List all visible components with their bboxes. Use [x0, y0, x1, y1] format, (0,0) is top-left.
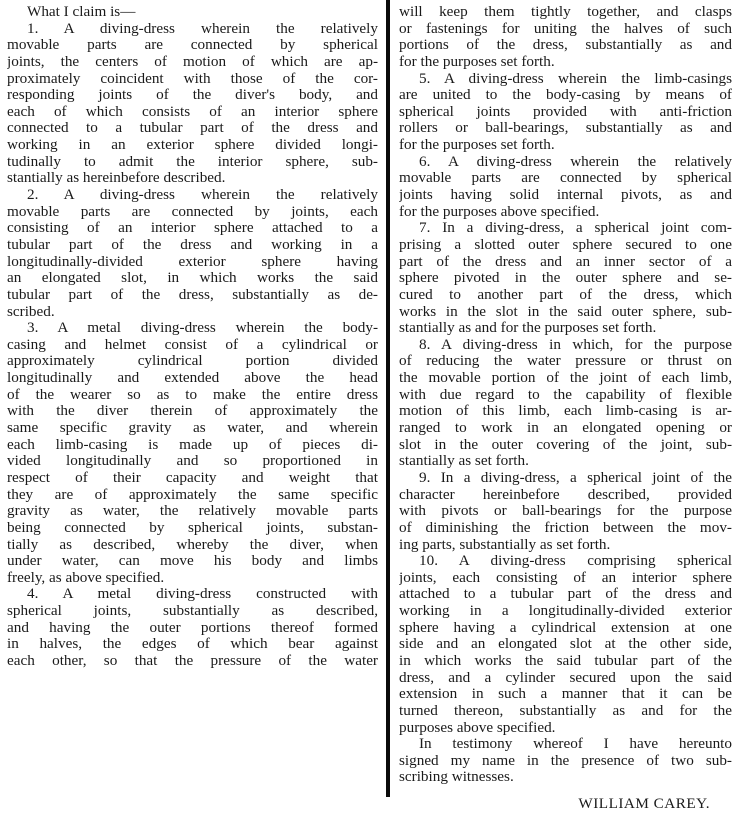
text-line: in halves, the edges of which bear against — [7, 636, 378, 653]
text-line: spherical joints, substantially as described, — [7, 603, 378, 620]
text-line: tubular part of the dress, substantially as de- — [7, 286, 378, 303]
text-line: will keep them tightly together, and clasps — [399, 4, 732, 20]
text-line: motion of this limb, each limb-casing is ar- — [399, 403, 732, 420]
text-line: stantially as hereinbefore described. — [7, 170, 226, 187]
paragraph-start-line: 2. A diving-dress wherein the relatively — [27, 187, 378, 204]
paragraph-start-line: 5. A diving-dress wherein the limb-casings — [419, 70, 732, 87]
text-line: responding joints of the diver's body, and — [7, 87, 378, 104]
text-line: the movable portion of the joint of each limb, — [399, 370, 732, 387]
text-line: connected to a tubular part of the dress and — [7, 120, 378, 137]
column-divider — [386, 0, 390, 797]
text-line: tubular part of the dress and working in a — [7, 236, 378, 253]
signature: WILLIAM CAREY. — [578, 795, 710, 813]
text-line: character hereinbefore described, provided — [399, 486, 732, 503]
text-line: each limb-casing is made up of pieces di- — [7, 436, 378, 453]
text-line: rollers or ball-bearings, substantially as and — [399, 120, 732, 137]
paragraph-start-line: 6. A diving-dress wherein the relatively — [419, 153, 732, 170]
text-line: and having the outer portions thereof formed — [7, 619, 378, 636]
text-line: or fastenings for uniting the halves of such — [399, 20, 732, 37]
text-line: working in a longitudinally-divided exterior — [399, 603, 732, 620]
text-line: tudinally to admit the interior sphere, sub- — [7, 153, 378, 170]
paragraph-start-line: 8. A diving-dress in which, for the purpose — [419, 336, 732, 353]
text-line: with pivots or ball-bearings for the purpose — [399, 503, 732, 520]
text-line: each other, so that the pressure of the water — [7, 652, 378, 669]
right-column-text — [399, 4, 732, 786]
text-line: part of the dress and an inner sector of a — [399, 253, 732, 270]
text-line: signed my name in the presence of two sub- — [399, 752, 732, 769]
text-line: with due regard to the capability of flexible — [399, 386, 732, 403]
text-line: scribed. — [7, 303, 55, 320]
text-line: respect of their capacity and weight that — [7, 469, 378, 486]
text-line: consisting of an interior sphere attached to a — [7, 220, 378, 237]
text-line: being connected by spherical joints, substan- — [7, 519, 378, 536]
text-line: for the purposes above specified. — [399, 203, 600, 220]
paragraph-start-line: 4. A metal diving-dress constructed with — [27, 586, 378, 603]
text-line: turned thereon, substantially as and for the — [399, 702, 732, 719]
text-line: of reducing the water pressure or thrust on — [399, 353, 732, 370]
text-line: movable parts are connected by joints, each — [7, 203, 378, 220]
text-line: sphere having a cylindrical extension at one — [399, 619, 732, 636]
text-line: scribing witnesses. — [399, 769, 514, 786]
text-line: dress, and a cylinder secured upon the said — [399, 669, 732, 686]
left-column-text — [7, 21, 378, 670]
text-line: proximately coincident with those of the cor- — [7, 70, 378, 87]
text-line: of diminishing the friction between the mov- — [399, 519, 732, 536]
text-line: attached to a tubular part of the dress and — [399, 586, 732, 603]
text-line: an elongated slot, in which works the said — [7, 270, 378, 287]
text-line: movable parts are connected by spherical — [399, 170, 732, 187]
text-line: for the purposes set forth. — [399, 53, 555, 70]
text-line: purposes above specified. — [399, 719, 556, 736]
text-line: stantially as set forth. — [399, 453, 529, 470]
text-line: joints having solid internal pivots, as and — [399, 187, 732, 204]
text-line: prising a slotted outer sphere secured to one — [399, 236, 732, 253]
text-line: ing parts, substantially as set forth. — [399, 536, 611, 553]
right-column — [399, 4, 732, 813]
paragraph-start-line: 3. A metal diving-dress wherein the body- — [27, 320, 378, 337]
text-line: tially as described, whereby the diver, when — [7, 536, 378, 553]
text-line: vided longitudinally and so proportioned in — [7, 453, 378, 470]
text-line: spherical joints provided with anti-friction — [399, 103, 732, 120]
text-line: gravity as water, the relatively movable parts — [7, 503, 378, 520]
text-line: longitudinally-divided exterior sphere having — [7, 253, 378, 270]
text-line: with the diver therein of approximately the — [7, 403, 378, 420]
paragraph-start-line: 9. In a diving-dress, a spherical joint of the — [419, 469, 732, 486]
text-line: under water, can move his body and limbs — [7, 553, 378, 570]
paragraph-start-line: 10. A diving-dress comprising spherical — [419, 553, 732, 570]
left-column — [7, 4, 378, 670]
text-line: are united to the body-casing by means of — [399, 87, 732, 104]
text-line: each of which consists of an interior sphere — [7, 103, 378, 120]
text-line: of the wearer so as to make the entire dress — [7, 386, 378, 403]
paragraph-start-line: In testimony whereof I have hereunto — [419, 736, 732, 753]
text-line: slot in the outer covering of the joint, sub- — [399, 436, 732, 453]
text-line: ranged to work in an elongated opening or — [399, 420, 732, 437]
paragraph-start-line: 7. In a diving-dress, a spherical joint com- — [419, 220, 732, 237]
text-line: movable parts are connected by spherical — [7, 37, 378, 54]
text-line: joints, the centers of motion of which are ap- — [7, 53, 378, 70]
text-line: in which works the said tubular part of the — [399, 652, 732, 669]
text-line: portions of the dress, substantially as and — [399, 37, 732, 54]
text-line: they are of approximately the same specific — [7, 486, 378, 503]
claims-heading: What I claim is— — [27, 4, 136, 20]
paragraph-start-line: 1. A diving-dress wherein the relatively — [27, 20, 378, 37]
text-line: sphere pivoted in the outer sphere and se- — [399, 270, 732, 287]
text-line: works in the slot in the said outer sphere, sub- — [399, 303, 732, 320]
text-line: working in an exterior sphere divided longi- — [7, 137, 378, 154]
text-line: same specific gravity as water, and wherein — [7, 420, 378, 437]
text-line: cured to another part of the dress, which — [399, 286, 732, 303]
text-line: approximately cylindrical portion divided — [7, 353, 378, 370]
text-line: freely, as above specified. — [7, 569, 165, 586]
text-line: side and an elongated slot at the other side, — [399, 636, 732, 653]
text-line: longitudinally and extended above the head — [7, 370, 378, 387]
text-line: stantially as and for the purposes set forth. — [399, 320, 657, 337]
text-line: extension in such a manner that it can be — [399, 686, 732, 703]
text-line: for the purposes set forth. — [399, 137, 555, 154]
text-line: casing and helmet consist of a cylindrical or — [7, 336, 378, 353]
text-line: joints, each consisting of an interior sphere — [399, 569, 732, 586]
